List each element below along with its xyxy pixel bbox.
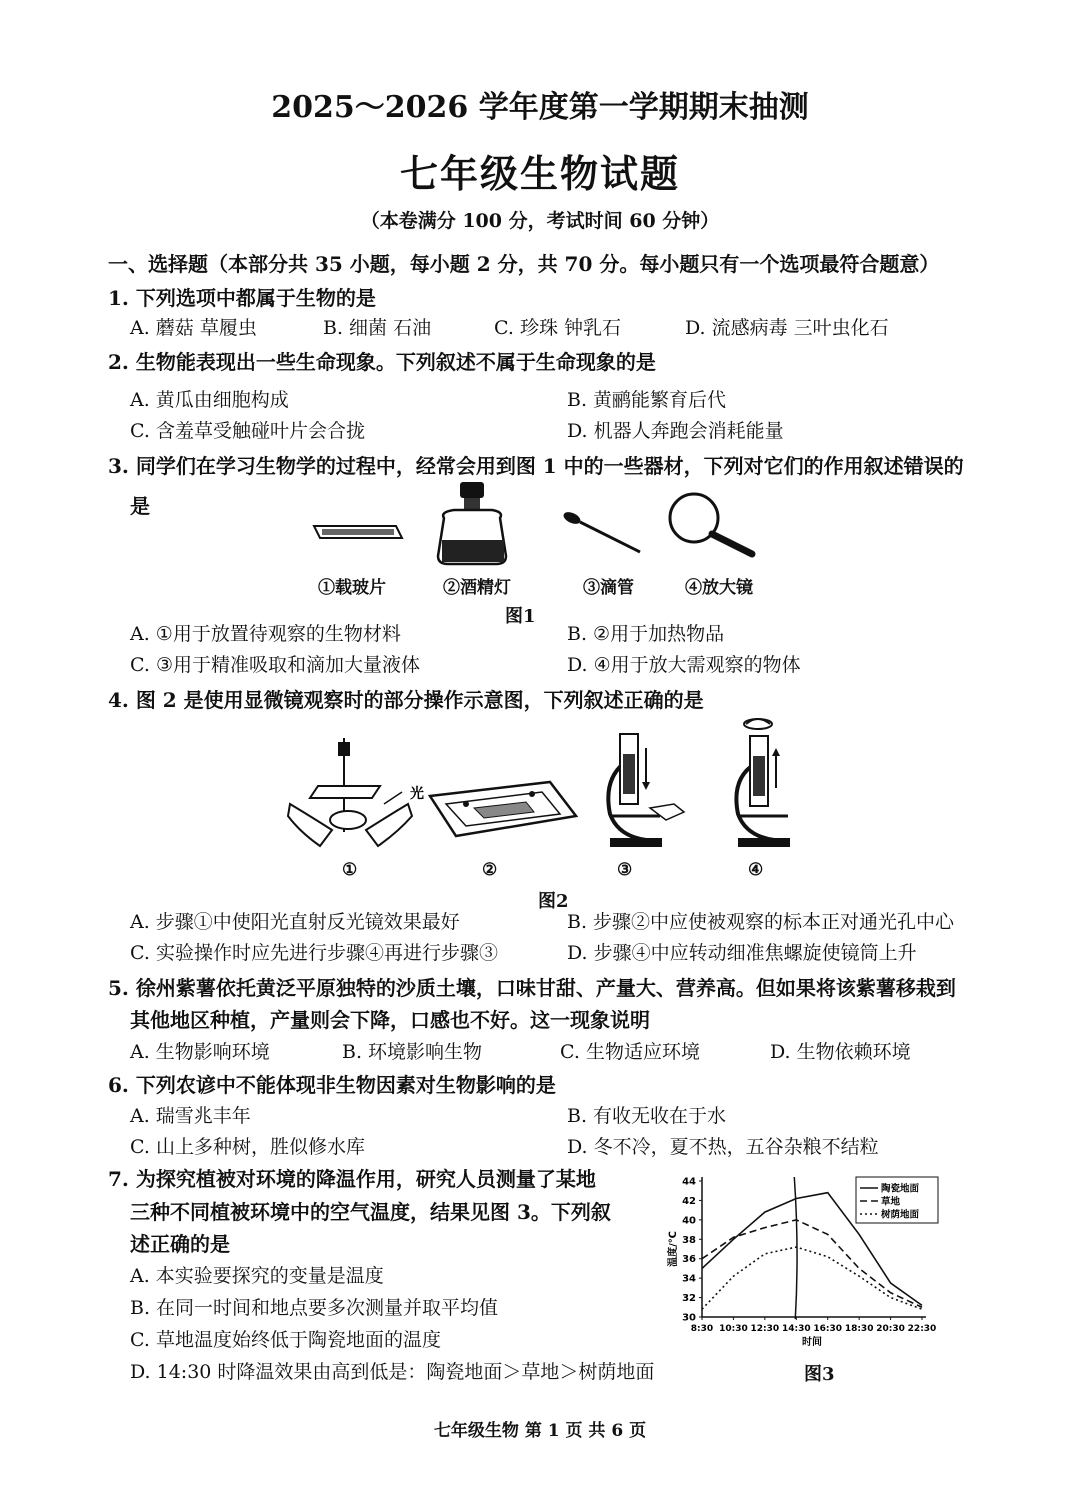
figure-3-chart	[660, 1165, 950, 1385]
microscope-raising-icon	[736, 719, 790, 847]
series-line-2	[702, 1220, 922, 1307]
exam-title: 2025～2026 学年度第一学期期末抽测	[271, 90, 809, 125]
figure-1-label-slide: ①载玻片	[318, 578, 386, 598]
microscope-lowering-icon	[608, 734, 684, 847]
y-tick-label: 40	[682, 1215, 696, 1227]
figure-2-step-1: ①	[342, 860, 358, 880]
x-tick-label: 20:30	[876, 1324, 905, 1334]
question-3-stem-cont: 是	[130, 494, 150, 518]
question-3-option-a: A. ①用于放置待观察的生物材料	[130, 623, 401, 645]
y-tick-label: 44	[682, 1176, 696, 1188]
y-tick-label: 42	[682, 1195, 696, 1207]
question-6-option-d: D. 冬不冷，夏不热，五谷杂粮不结粒	[567, 1136, 879, 1158]
question-1-option-d: D. 流感病毒 三叶虫化石	[685, 317, 889, 339]
figure-2-step-2: ②	[482, 860, 498, 880]
question-2-option-c: C. 含羞草受触碰叶片会合拢	[130, 420, 365, 442]
x-axis-label: 时间	[802, 1337, 822, 1348]
x-tick-label: 8:30	[690, 1324, 714, 1334]
question-5-stem-cont: 其他地区种植，产量则会下降，口感也不好。这一现象说明	[130, 1008, 650, 1032]
figure-2-light-label: 光	[410, 786, 424, 802]
y-tick-label: 32	[682, 1293, 696, 1305]
exam-note: （本卷满分 100 分，考试时间 60 分钟）	[360, 210, 720, 232]
question-7-option-d: D. 14:30 时降温效果由高到低是：陶瓷地面＞草地＞树荫地面	[130, 1361, 655, 1383]
legend-label-2: 草地	[881, 1196, 901, 1208]
question-2-option-a: A. 黄瓜由细胞构成	[130, 389, 289, 411]
alcohol-lamp-icon	[438, 482, 506, 564]
series-line-3	[702, 1247, 922, 1309]
question-3-option-c: C. ③用于精准吸取和滴加大量液体	[130, 654, 420, 676]
question-7-stem-cont-2: 述正确的是	[130, 1232, 230, 1256]
subject-title: 七年级生物试题	[399, 151, 680, 196]
question-2-option-d: D. 机器人奔跑会消耗能量	[567, 420, 784, 442]
question-2-stem: 2. 生物能表现出一些生命现象。下列叙述不属于生命现象的是	[108, 350, 656, 374]
figure-1-label-lamp: ②酒精灯	[443, 578, 511, 598]
dropper-icon	[562, 510, 640, 552]
x-tick-label: 14:30	[781, 1324, 811, 1334]
question-7-stem: 7. 为探究植被对环境的降温作用，研究人员测量了某地	[108, 1167, 596, 1191]
question-7-option-c: C. 草地温度始终低于陶瓷地面的温度	[130, 1329, 441, 1351]
question-7-option-b: B. 在同一时间和地点要多次测量并取平均值	[130, 1297, 499, 1319]
question-4-option-d: D. 步骤④中应转动细准焦螺旋使镜筒上升	[567, 942, 917, 964]
legend-label-1: 陶瓷地面	[881, 1183, 920, 1195]
y-tick-label: 34	[682, 1273, 696, 1285]
question-3-option-b: B. ②用于加热物品	[567, 623, 725, 645]
figure-1-label-dropper: ③滴管	[583, 578, 634, 598]
question-5-option-c: C. 生物适应环境	[560, 1041, 700, 1063]
figure-2-step-4: ④	[748, 860, 764, 880]
y-axis-label: 温度/℃	[668, 1231, 679, 1267]
glass-slide-icon	[314, 526, 402, 538]
question-4-option-b: B. 步骤②中应使被观察的标本正对通光孔中心	[567, 911, 955, 933]
figure-1-label-magnifier: ④放大镜	[685, 578, 753, 598]
question-6-stem: 6. 下列农谚中不能体现非生物因素对生物影响的是	[108, 1073, 556, 1097]
figure-1-caption: 图1	[505, 606, 536, 627]
y-tick-label: 36	[682, 1254, 696, 1266]
mirror-adjust-icon	[288, 738, 412, 846]
magnifier-icon	[670, 494, 752, 554]
question-6-option-c: C. 山上多种树，胜似修水库	[130, 1136, 365, 1158]
figure-1-illustration	[300, 478, 770, 568]
x-tick-label: 12:30	[750, 1324, 780, 1334]
x-tick-label: 18:30	[844, 1324, 874, 1334]
question-3-option-d: D. ④用于放大需观察的物体	[567, 654, 801, 676]
question-3-stem: 3. 同学们在学习生物学的过程中，经常会用到图 1 中的一些器材，下列对它们的作用叙述错误的	[108, 454, 964, 478]
question-5-stem: 5. 徐州紫薯依托黄泛平原独特的沙质土壤，口味甘甜、产量大、营养高。但如果将该紫薯移栽到	[108, 976, 956, 1000]
question-6-option-b: B. 有收无收在于水	[567, 1105, 727, 1127]
figure-3-caption: 图3	[804, 1364, 835, 1385]
figure-2-illustration	[280, 712, 800, 860]
page-footer: 七年级生物 第 1 页 共 6 页	[433, 1421, 647, 1441]
question-6-option-a: A. 瑞雪兆丰年	[130, 1105, 251, 1127]
section-heading: 一、选择题（本部分共 35 小题，每小题 2 分，共 70 分。每小题只有一个选项最符合题意）	[108, 252, 940, 276]
y-tick-label: 38	[682, 1234, 696, 1246]
question-4-stem: 4. 图 2 是使用显微镜观察时的部分操作示意图，下列叙述正确的是	[108, 688, 704, 712]
question-1-option-b: B. 细菌 石油	[323, 317, 432, 339]
stage-slide-icon	[430, 782, 576, 836]
x-tick-label: 10:30	[719, 1324, 748, 1334]
question-5-option-a: A. 生物影响环境	[130, 1041, 270, 1063]
figure-2-caption: 图2	[538, 891, 569, 912]
x-tick-label: 16:30	[813, 1324, 843, 1334]
question-1-option-c: C. 珍珠 钟乳石	[494, 317, 621, 339]
question-7-option-a: A. 本实验要探究的变量是温度	[130, 1265, 384, 1287]
question-5-option-b: B. 环境影响生物	[342, 1041, 483, 1063]
y-tick-label: 30	[682, 1312, 696, 1324]
legend-label-3: 树荫地面	[881, 1209, 920, 1221]
question-7-stem-cont: 三种不同植被环境中的空气温度，结果见图 3。下列叙	[130, 1200, 611, 1224]
question-1-stem: 1. 下列选项中都属于生物的是	[108, 286, 376, 310]
x-tick-label: 22:30	[907, 1324, 937, 1334]
question-4-option-c: C. 实验操作时应先进行步骤④再进行步骤③	[130, 942, 498, 964]
question-5-option-d: D. 生物依赖环境	[770, 1041, 911, 1063]
figure-2-step-3: ③	[617, 860, 633, 880]
question-1-option-a: A. 蘑菇 草履虫	[130, 317, 257, 339]
question-2-option-b: B. 黄鹂能繁育后代	[567, 389, 727, 411]
question-4-option-a: A. 步骤①中使阳光直射反光镜效果最好	[130, 911, 460, 933]
